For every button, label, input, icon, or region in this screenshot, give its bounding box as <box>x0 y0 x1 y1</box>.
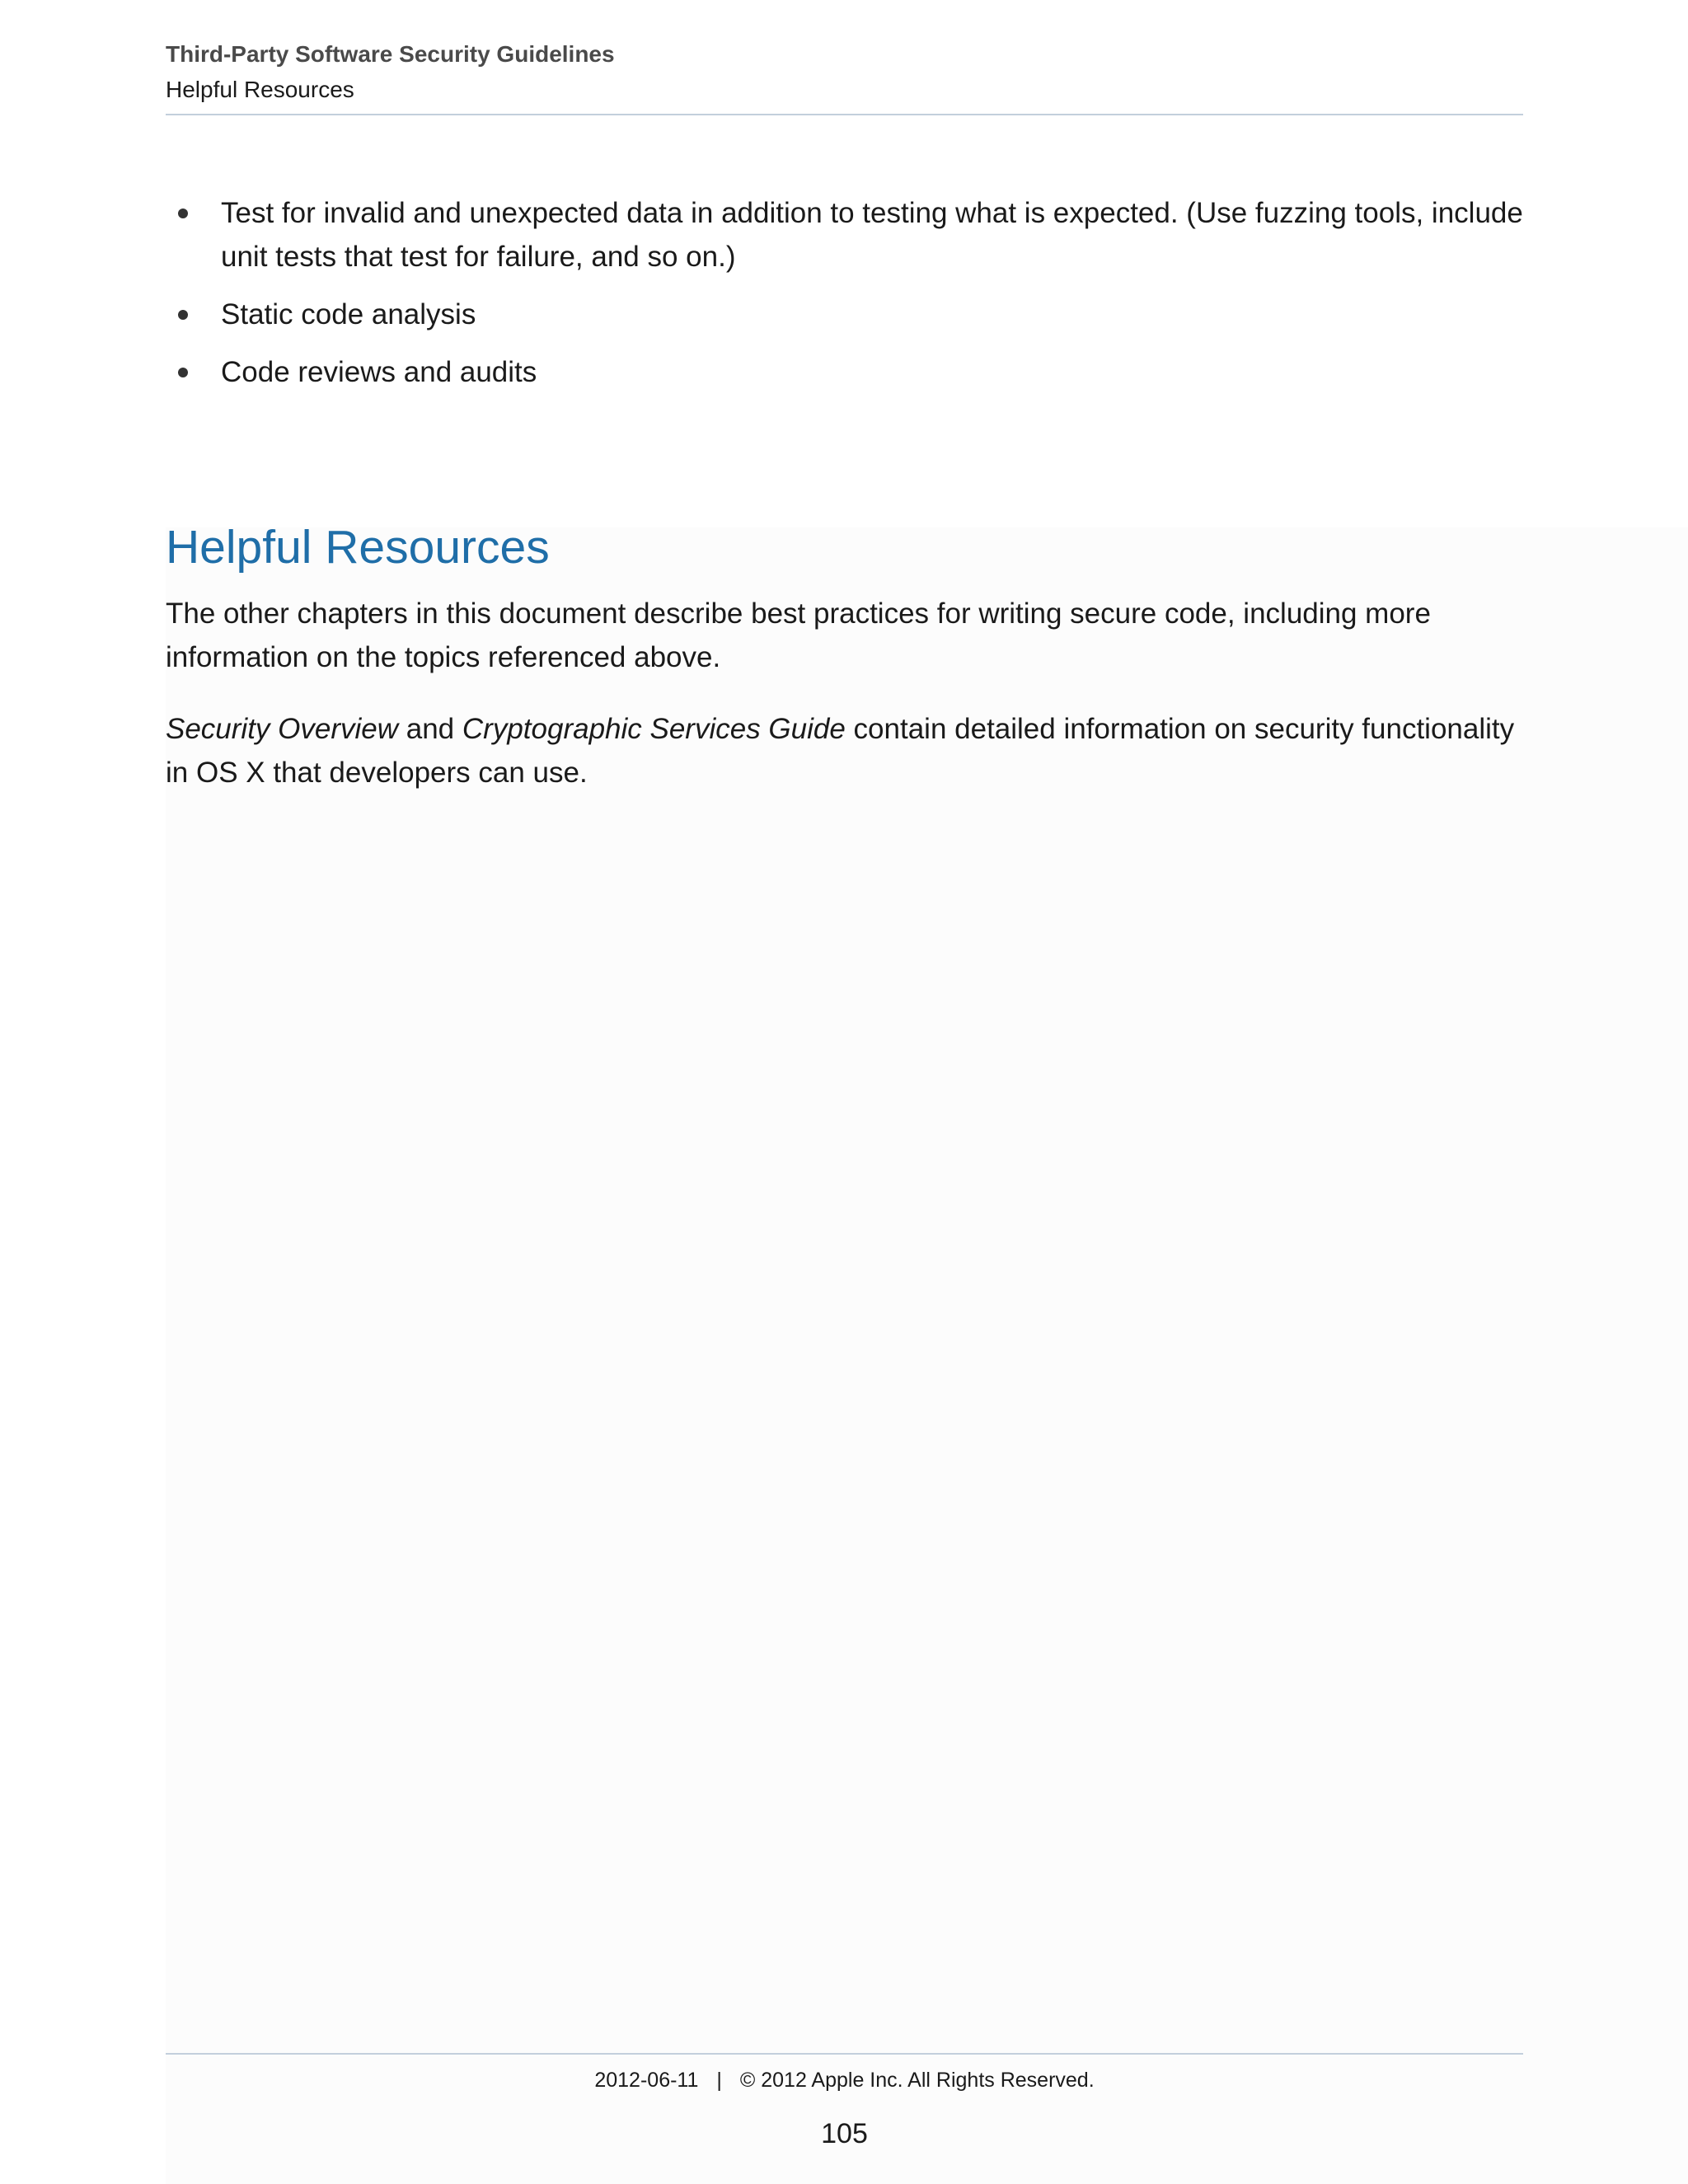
header-divider <box>166 114 1523 115</box>
list-item-text: Test for invalid and unexpected data in addition to testing what is expected. (Use fuzzing tools, include unit tests that test for failure, and so on.) <box>221 197 1523 273</box>
body-paragraph-1: The other chapters in this document describe best practices for writing secure code, including more information on the topics referenced above. <box>166 598 1431 673</box>
page-number: 105 <box>821 2118 868 2149</box>
list-item <box>166 293 1523 336</box>
paragraph-rest-text: contain detailed information on security functionality in OS X that developers can use. <box>166 713 1515 789</box>
bullet-list <box>166 191 1523 408</box>
bullet-icon <box>178 310 188 320</box>
footer-divider <box>166 2053 1523 2055</box>
book-title-cryptographic-services-guide: Cryptographic Services Guide <box>462 713 846 745</box>
header-section-title: Helpful Resources <box>166 77 354 102</box>
list-item-text: Code reviews and audits <box>221 356 537 388</box>
footer-date: 2012-06-11 <box>594 2069 699 2092</box>
bullet-icon <box>178 209 188 218</box>
body-paragraph-2 <box>166 707 1534 794</box>
book-title-security-overview: Security Overview <box>166 713 399 745</box>
list-item <box>166 350 1523 394</box>
bullet-icon <box>178 368 188 377</box>
paragraph-connector-text: and <box>398 713 462 745</box>
header-document-title: Third-Party Software Security Guidelines <box>166 41 615 67</box>
footer <box>166 2065 1523 2095</box>
footer-separator: | <box>716 2069 722 2092</box>
running-header <box>166 36 1523 107</box>
section-heading: Helpful Resources <box>166 521 550 574</box>
list-item <box>166 191 1523 279</box>
list-item-text: Static code analysis <box>221 298 476 330</box>
footer-copyright: © 2012 Apple Inc. All Rights Reserved. <box>739 2069 1095 2092</box>
